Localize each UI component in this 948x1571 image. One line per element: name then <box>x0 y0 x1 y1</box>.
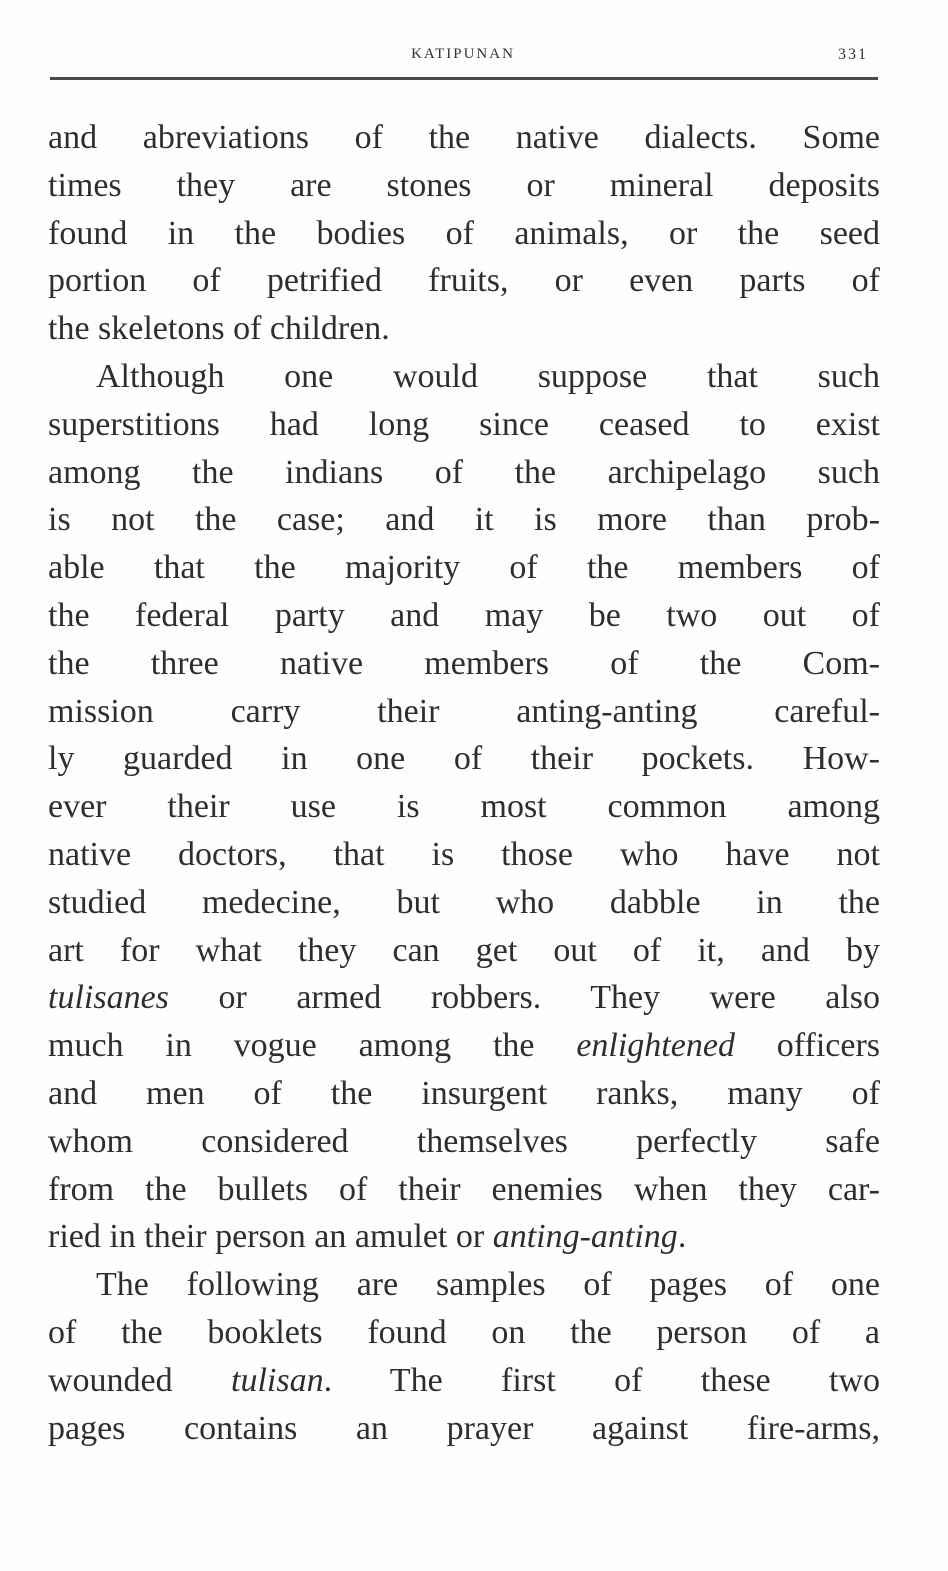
page-header <box>50 46 876 80</box>
text-run: Although one would suppose that such <box>96 357 880 395</box>
text-line <box>48 449 880 497</box>
text-run: whom considered themselves perfectly safe <box>48 1122 880 1160</box>
text-run: much in vogue among the <box>48 1027 577 1065</box>
header-rule <box>50 77 878 80</box>
text-run: ever their use is most common among <box>48 788 880 826</box>
text-run: and men of the insurgent ranks, many of <box>48 1074 880 1112</box>
text-run: portion of petrified fruits, or even parts of <box>48 262 880 300</box>
text-run: times they are stones or mineral deposits <box>48 166 880 204</box>
italic-run: enlightened <box>576 1027 735 1065</box>
text-line <box>48 1213 880 1261</box>
text-line <box>48 257 880 305</box>
text-line <box>48 640 880 688</box>
text-line <box>48 305 880 353</box>
text-run: ly guarded in one of their pockets. How- <box>48 740 880 778</box>
text-line <box>48 735 880 783</box>
text-run: and abreviations of the native dialects. Some <box>48 119 880 156</box>
text-run: is not the case; and it is more than prob- <box>48 501 880 539</box>
text-line <box>48 879 880 927</box>
text-line <box>48 1357 880 1405</box>
text-line <box>48 401 880 449</box>
text-run: the three native members of the Com- <box>48 644 880 682</box>
text-run: among the indians of the archipelago such <box>48 453 880 491</box>
text-run: The following are samples of pages of one <box>96 1266 880 1304</box>
running-title: KATIPUNAN <box>411 46 515 62</box>
text-run: from the bullets of their enemies when they car- <box>48 1170 880 1208</box>
italic-run: tulisanes <box>48 979 169 1017</box>
text-run: mission carry their anting-anting careful- <box>48 692 880 730</box>
text-run: ried in their person an amulet or <box>48 1218 493 1256</box>
text-run: art for what they can get out of it, and by <box>48 931 880 969</box>
text-line <box>48 1118 880 1166</box>
text-run: the skeletons of children. <box>48 310 390 348</box>
text-run: or armed robbers. They were also <box>168 979 880 1017</box>
text-run: pages contains an prayer against fire-arms, <box>48 1409 880 1447</box>
text-run: . <box>677 1218 687 1256</box>
body-text <box>48 114 880 1452</box>
italic-run: anting-anting <box>492 1218 678 1256</box>
text-line <box>48 1022 880 1070</box>
text-line <box>48 688 880 736</box>
text-line <box>48 1405 880 1453</box>
text-run: superstitions had long since ceased to exist <box>48 405 880 443</box>
text-line <box>48 162 880 210</box>
text-run: found in the bodies of animals, or the seed <box>48 214 880 252</box>
text-line <box>48 114 880 162</box>
text-run: . The first of these two <box>323 1361 880 1399</box>
text-line <box>48 927 880 975</box>
text-line <box>48 1070 880 1118</box>
text-run: the federal party and may be two out of <box>48 596 880 634</box>
text-line <box>48 974 880 1022</box>
text-line <box>48 210 880 258</box>
text-line <box>48 544 880 592</box>
paragraph-start-line <box>48 353 880 401</box>
text-run: able that the majority of the members of <box>48 549 880 587</box>
text-run: studied medecine, but who dabble in the <box>48 883 880 921</box>
text-line <box>48 1166 880 1214</box>
page-number: 331 <box>838 46 868 63</box>
text-line <box>48 783 880 831</box>
text-run: officers <box>734 1027 880 1065</box>
text-run: wounded <box>48 1361 231 1399</box>
text-line <box>48 496 880 544</box>
text-line <box>48 831 880 879</box>
text-line <box>48 592 880 640</box>
paragraph-start-line <box>48 1261 880 1309</box>
text-line <box>48 1309 880 1357</box>
text-run: native doctors, that is those who have not <box>48 835 880 873</box>
text-run: of the booklets found on the person of a <box>48 1313 880 1351</box>
italic-run: tulisan <box>231 1361 324 1399</box>
